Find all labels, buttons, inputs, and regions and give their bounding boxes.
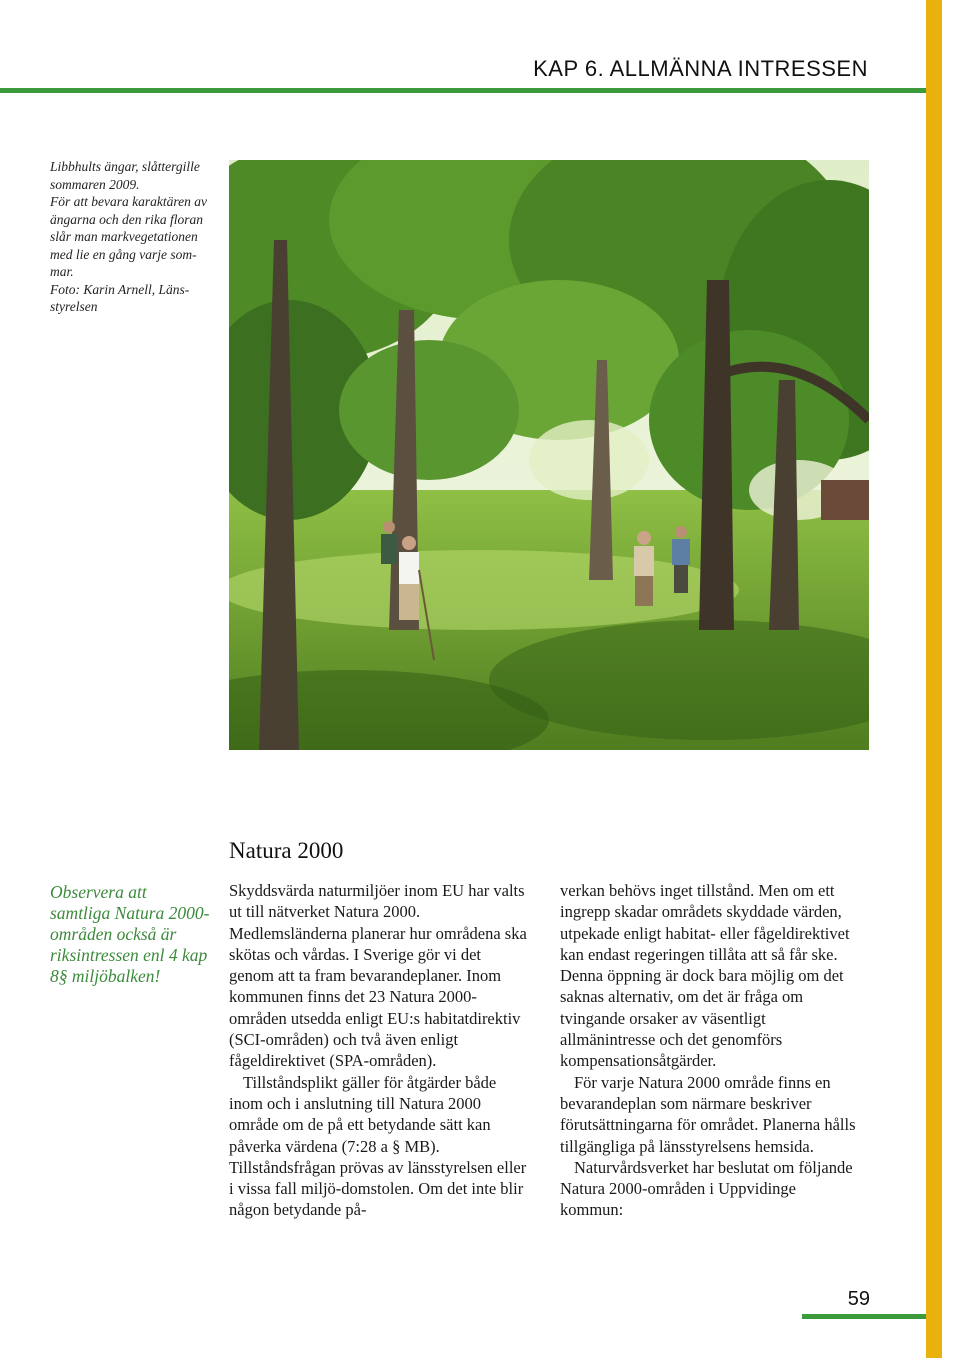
caption-line: med lie en gång varje som-: [50, 246, 197, 262]
caption-line: Libbhults ängar, slåttergille: [50, 159, 200, 174]
caption-line: ängarna och den rika floran: [50, 211, 203, 227]
meadow-photo-illustration: [229, 160, 869, 750]
meadow-photo: [229, 160, 869, 750]
body-column-right: [560, 880, 860, 1221]
caption-line: slår man markvegetationen: [50, 229, 198, 244]
body-paragraph: Naturvårdsverket har beslutat om följande Natura 2000-områden i Uppvidinge kommun:: [560, 1157, 853, 1220]
riksintresse-note: Observera att samtliga Natura 2000-områden också är riksintressen enl 4 kap 8§ miljöbalken!: [50, 882, 210, 986]
chapter-header: KAP 6. ALLMÄNNA INTRESSEN: [533, 56, 868, 81]
header-rule: [0, 88, 926, 93]
caption-line: Foto: Karin Arnell, Läns-: [50, 281, 190, 297]
page-number: 59: [847, 1288, 870, 1310]
footer-rule: [802, 1314, 926, 1319]
caption-line: styrelsen: [50, 299, 98, 314]
body-paragraph: Skyddsvärda naturmiljöer inom EU har valts ut till nätverket Natura 2000. Medlemsländerna planerar hur områdena ska skötas och vårdas. I Sverige gör vi det genom att ta fram bevarandeplaner. Inom kommunen finns det 23 Natura 2000-områden utsedda enligt EU:s habitatdirektiv (SCI-områden) och två även enligt fågeldirektivet (SPA-områden).: [229, 881, 527, 1071]
caption-line: sommaren 2009.: [50, 176, 140, 192]
body-paragraph: Tillståndsplikt gäller för åtgärder både inom och i anslutning till Natura 2000 område om de på ett betydande sätt kan påverka värdena (7:28 a § MB). Tillståndsfrågan prövas av länsstyrelsen eller i vissa fall miljö-domstolen. Om det inte blir någon betydande på-: [229, 1072, 527, 1220]
caption-line: mar.: [50, 264, 74, 279]
body-paragraph: verkan behövs inget tillstånd. Men om ett ingrepp skadar områdets skyddade värden, utpekade enligt habitat- eller fågeldirektivet kan endast regeringen tillåta att så får ske. Denna öppning är dock bara möjlig om det saknas alternativ, om det är fråga om tvingande orsaker av väsentligt allmänintresse och det genomförs kompensationsåtgärder.: [560, 881, 850, 1071]
side-accent-bar: [926, 0, 942, 1358]
photo-caption: [50, 158, 220, 316]
body-column-left: [229, 880, 529, 1221]
body-paragraph: För varje Natura 2000 område finns en bevarandeplan som närmare beskriver förutsättningarna för området. Planerna hålls tillgängliga på länsstyrelsens hemsida.: [560, 1072, 856, 1156]
section-title: Natura 2000: [229, 838, 344, 863]
caption-line: För att bevara karaktären av: [50, 194, 207, 209]
